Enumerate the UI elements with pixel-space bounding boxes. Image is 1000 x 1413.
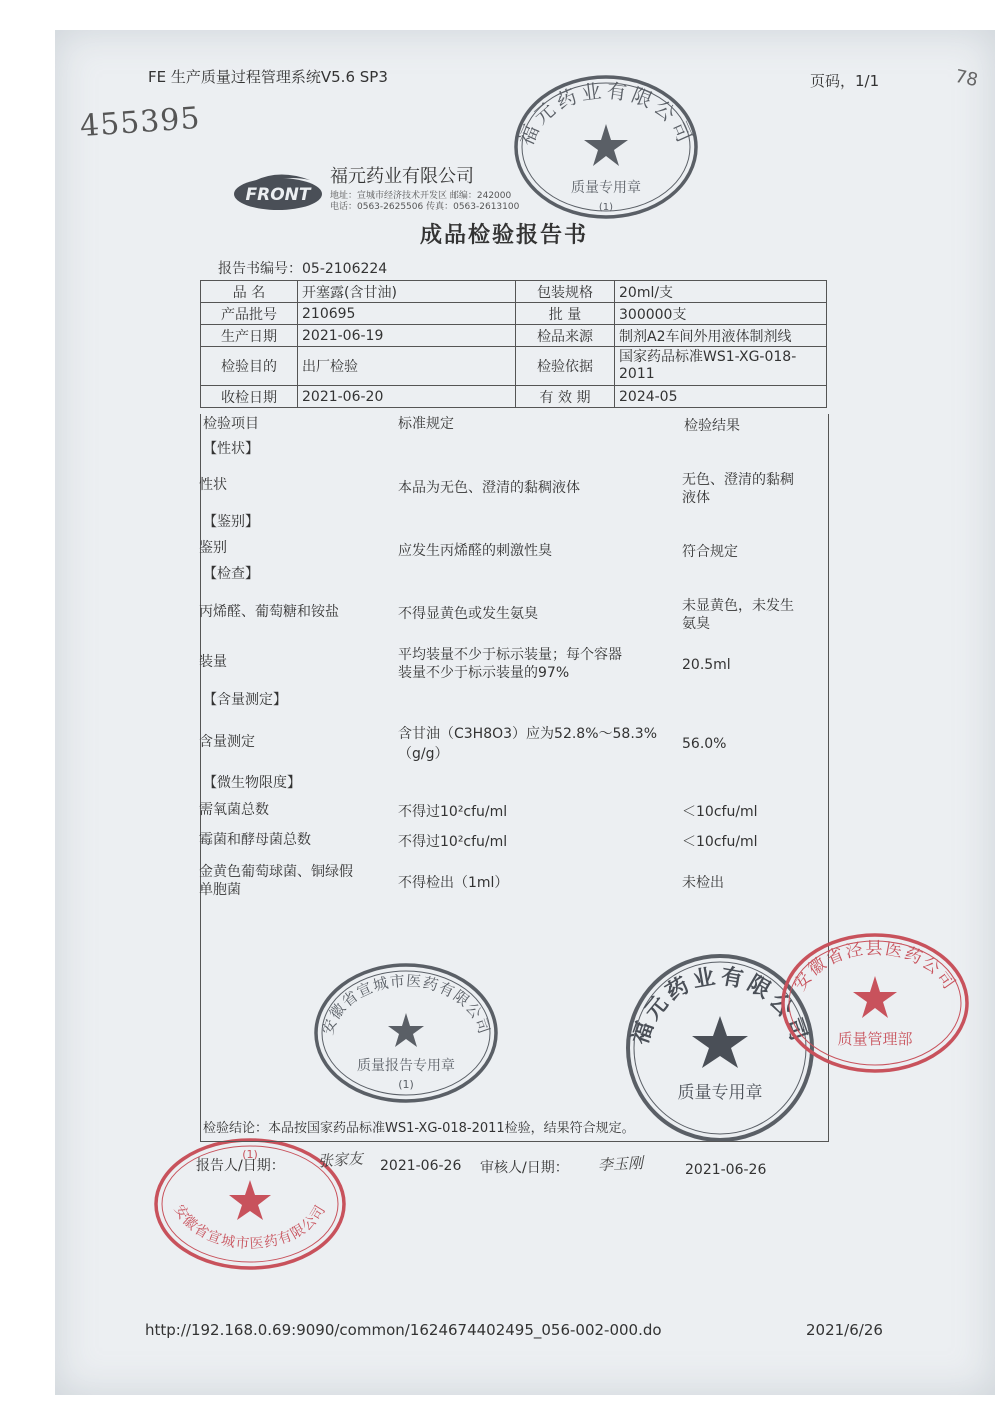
col-result-header: 检验结果 — [684, 418, 740, 434]
company-phone: 电话：0563-2625506 传真：0563-2613100 — [330, 202, 520, 212]
conclusion-divider — [200, 1141, 827, 1142]
identification-item: 鉴别 — [199, 540, 227, 556]
table-row — [201, 281, 827, 303]
svg-text:质量专用章: 质量专用章 — [571, 180, 641, 196]
svg-text:(1): (1) — [598, 202, 614, 213]
source-value: 制剂A2车间外用液体制剂线 — [615, 325, 827, 347]
package-label: 包装规格 — [516, 281, 615, 303]
reviewer-date: 2021-06-26 — [685, 1162, 767, 1178]
batch-no-label: 产品批号 — [201, 303, 298, 325]
aerobic-item: 需氧菌总数 — [199, 802, 269, 818]
product-name: 开塞露(含甘油) — [298, 281, 516, 303]
section-inspection: 【检查】 — [203, 566, 259, 582]
character-item: 性状 — [199, 477, 227, 493]
receipt-date: 2021-06-20 — [298, 386, 516, 408]
acrolein-result-line1: 未显黄色，未发生 — [682, 598, 794, 614]
reviewer-signature: 李玉刚 — [597, 1153, 644, 1175]
svg-text:福元药业有限公司: 福元药业有限公司 — [627, 964, 813, 1048]
acrolein-item: 丙烯醛、葡萄糖和铵盐 — [199, 604, 339, 620]
footer-date: 2021/6/26 — [806, 1321, 883, 1339]
character-standard: 本品为无色、澄清的黏稠液体 — [398, 480, 580, 496]
expiry-value: 2024-05 — [615, 386, 827, 408]
assay-standard-line1: 含甘油（C3H8O3）应为52.8%～58.3% — [398, 726, 657, 742]
aerobic-result: ＜10cfu/ml — [682, 804, 758, 820]
source-label: 检品来源 — [516, 325, 615, 347]
svg-text:质量报告专用章: 质量报告专用章 — [357, 1058, 455, 1074]
wholesaler-report-stamp — [308, 958, 504, 1108]
product-name-label: 品 名 — [201, 281, 298, 303]
package-value: 20ml/支 — [615, 281, 827, 303]
section-identification: 【鉴别】 — [203, 514, 259, 530]
character-result-line1: 无色、澄清的黏稠 — [682, 472, 794, 488]
svg-text:质量专用章: 质量专用章 — [677, 1083, 763, 1103]
svg-text:安徽省宣城市医药有限公司: 安徽省宣城市医药有限公司 — [318, 971, 494, 1037]
section-character: 【性状】 — [203, 441, 259, 457]
col-standard-header: 标准规定 — [398, 416, 454, 432]
svg-text:(1): (1) — [242, 1148, 258, 1161]
aerobic-standard: 不得过10²cfu/ml — [398, 804, 508, 820]
reporter-label: 报告人/日期： — [196, 1158, 285, 1174]
basis-value: 国家药品标准WS1-XG-018-2011 — [615, 347, 827, 386]
page-number: 页码，1/1 — [810, 72, 880, 90]
prod-date-label: 生产日期 — [201, 325, 298, 347]
svg-text:安徽省泾县医药公司: 安徽省泾县医药公司 — [790, 939, 960, 995]
company-quality-stamp-top — [508, 72, 704, 222]
reviewer-label: 审核人/日期： — [480, 1160, 569, 1176]
fill-standard-line2: 装量不少于标示装量的97% — [398, 665, 570, 681]
product-info-table — [200, 280, 827, 408]
staph-item-line1: 金黄色葡萄球菌、铜绿假 — [199, 864, 353, 880]
acrolein-result-line2: 氨臭 — [682, 616, 710, 632]
assay-result: 56.0% — [682, 736, 727, 752]
system-title: FE 生产质量过程管理系统V5.6 SP3 — [148, 68, 388, 86]
section-assay: 【含量测定】 — [203, 692, 287, 708]
assay-item: 含量测定 — [199, 734, 255, 750]
batch-size: 300000支 — [615, 303, 827, 325]
conclusion-text: 检验结论：本品按国家药品标准WS1-XG-018-2011检验，结果符合规定。 — [203, 1121, 635, 1136]
fill-item: 装量 — [199, 654, 227, 670]
svg-text:(1): (1) — [398, 1078, 414, 1091]
identification-standard: 应发生丙烯醛的刺激性臭 — [398, 543, 552, 559]
svg-text:质量管理部: 质量管理部 — [837, 1030, 913, 1048]
reporter-signature: 张家友 — [317, 1149, 364, 1171]
purpose-value: 出厂检验 — [298, 347, 516, 386]
company-logo — [232, 172, 324, 212]
county-pharma-stamp — [775, 928, 975, 1078]
col-item-header: 检验项目 — [203, 416, 259, 432]
fill-result: 20.5ml — [682, 657, 731, 673]
purpose-label: 检验目的 — [201, 347, 298, 386]
mold-standard: 不得过10²cfu/ml — [398, 834, 508, 850]
basis-label: 检验依据 — [516, 347, 615, 386]
table-row — [201, 386, 827, 408]
identification-result: 符合规定 — [682, 544, 738, 560]
batch-size-label: 批 量 — [516, 303, 615, 325]
svg-text:安徽省宣城市医药有限公司: 安徽省宣城市医药有限公司 — [170, 1202, 330, 1253]
expiry-label: 有 效 期 — [516, 386, 615, 408]
table-row — [201, 325, 827, 347]
company-name: 福元药业有限公司 — [330, 166, 474, 187]
document-title: 成品检验报告书 — [420, 223, 589, 248]
mold-result: ＜10cfu/ml — [682, 834, 758, 850]
staph-standard: 不得检出（1ml） — [398, 875, 509, 891]
table-row — [201, 303, 827, 325]
section-micro: 【微生物限度】 — [203, 775, 301, 791]
mold-item: 霉菌和酵母菌总数 — [199, 832, 311, 848]
staph-result: 未检出 — [682, 875, 724, 891]
fill-standard-line1: 平均装量不少于标示装量；每个容器 — [398, 647, 622, 663]
prod-date: 2021-06-19 — [298, 325, 516, 347]
reporter-date: 2021-06-26 — [380, 1158, 462, 1174]
report-number: 报告书编号：05-2106224 — [218, 261, 388, 277]
assay-standard-line2: （g/g） — [398, 746, 449, 762]
character-result-line2: 液体 — [682, 490, 710, 506]
receipt-date-label: 收检日期 — [201, 386, 298, 408]
staph-item-line2: 单胞菌 — [199, 882, 241, 898]
svg-text:福元药业有限公司: 福元药业有限公司 — [513, 78, 699, 150]
batch-no: 210695 — [298, 303, 516, 325]
logo-text: FRONT — [245, 185, 311, 205]
acrolein-standard: 不得显黄色或发生氨臭 — [398, 606, 538, 622]
footer-url: http://192.168.0.69:9090/common/1624674402495_056-002-000.do — [145, 1321, 662, 1339]
handwritten-id: 455395 — [78, 100, 202, 145]
corner-mark: 78 — [953, 65, 980, 92]
table-row — [201, 347, 827, 386]
company-address: 地址：宣城市经济技术开发区 邮编：242000 — [330, 191, 512, 201]
